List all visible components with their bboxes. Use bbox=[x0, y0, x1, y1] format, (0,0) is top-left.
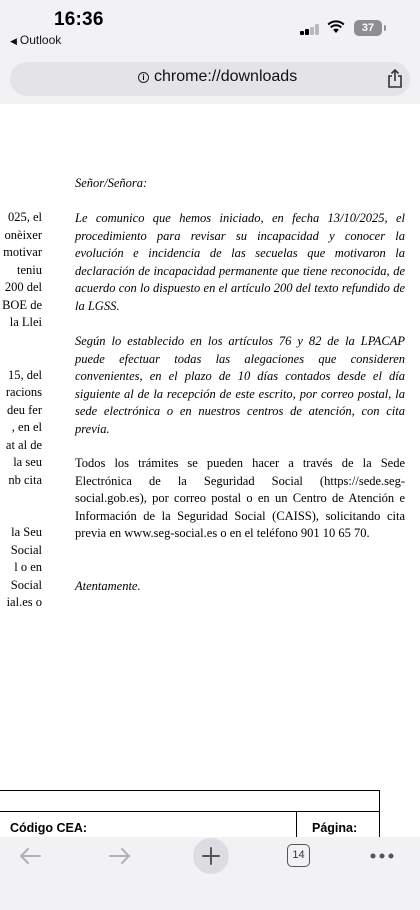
left-line: racions bbox=[5, 385, 42, 399]
salutation: Señor/Señora: bbox=[75, 176, 148, 190]
left-line: 025, el bbox=[7, 210, 42, 224]
address-bar[interactable] bbox=[10, 62, 410, 96]
left-line: , en el bbox=[11, 420, 42, 434]
left-line: nb cita bbox=[8, 473, 42, 487]
url-text[interactable]: chrome://downloads bbox=[154, 68, 298, 85]
back-app-label: Outlook bbox=[19, 33, 62, 47]
back-arrow-icon[interactable] bbox=[18, 846, 42, 866]
left-line: BOE de bbox=[2, 298, 42, 312]
paragraph-2: Según lo establecido en los artículos 76 y 82 de la LPACAP puede efectuar todas las alegaciones que consideren convenientes, en el plazo de 10 días contados desde el día siguiente al de la recepción de este escrito, por correo postal, la sede electrónica o en nuestros centros de atención, con cita previa. bbox=[75, 334, 405, 436]
tabs-icon[interactable]: 14 bbox=[287, 844, 310, 867]
share-icon[interactable] bbox=[386, 69, 404, 89]
more-icon[interactable] bbox=[370, 853, 394, 859]
new-tab-plus-icon bbox=[202, 847, 220, 865]
footer-cea-label: Código CEA: bbox=[10, 821, 88, 835]
back-triangle-icon: ◀ bbox=[10, 36, 17, 46]
back-to-app-button[interactable] bbox=[10, 33, 61, 47]
wifi-icon bbox=[327, 20, 345, 34]
left-line: Social bbox=[10, 543, 42, 557]
left-line: teniu bbox=[17, 263, 42, 277]
browser-toolbar bbox=[0, 56, 420, 104]
left-line: la seu bbox=[13, 455, 42, 469]
status-time: 16:36 bbox=[54, 9, 104, 30]
battery-tip bbox=[384, 25, 386, 31]
footer-box bbox=[0, 811, 380, 837]
footer-box-top bbox=[0, 790, 380, 812]
forward-arrow-icon[interactable] bbox=[108, 846, 132, 866]
left-line: 200 del bbox=[4, 280, 42, 294]
signal-icon bbox=[300, 24, 320, 35]
left-line: l o en bbox=[14, 560, 42, 574]
battery-icon: 37 bbox=[354, 20, 382, 36]
status-bar bbox=[0, 0, 420, 56]
footer-page-label: Página: bbox=[312, 821, 358, 835]
left-line: la Seu bbox=[11, 525, 42, 539]
left-line: 15, del bbox=[7, 368, 42, 382]
left-line: motivar bbox=[3, 245, 42, 259]
left-line: la Llei bbox=[9, 315, 42, 329]
paragraph-3: Todos los trámites se pueden hacer a través de la Sede Electrónica de la Seguridad Social (https://sede.seg-social.gob.es), por correo postal o en un Centro de Atención e Información de la Seguridad Social (CAISS), solicitando cita previa en www.seg-social.es o en el teléfono 901 10 65 70. bbox=[75, 456, 405, 540]
bottom-toolbar bbox=[0, 837, 420, 910]
closing: Atentamente. bbox=[75, 579, 141, 593]
left-line: at al de bbox=[5, 438, 42, 452]
paragraph-1: Le comunico que hemos iniciado, en fecha 13/10/2025, el procedimiento para revisar su incapacidad y conocer la evolución e incidencia de las secuelas que motivaron la declaración de incapacidad permanente que tiene reconocida, de acuerdo con lo dispuesto en el artículo 200 del texto refundido de la LGSS. bbox=[75, 211, 405, 313]
left-line: deu fer bbox=[6, 403, 42, 417]
footer-divider bbox=[296, 812, 297, 837]
left-line: onèixer bbox=[4, 228, 42, 242]
left-line: Social bbox=[10, 578, 42, 592]
left-line: ial.es o bbox=[6, 595, 42, 609]
new-tab-button[interactable] bbox=[193, 838, 229, 874]
info-icon[interactable]: i bbox=[138, 72, 149, 83]
document-viewer[interactable] bbox=[0, 104, 420, 837]
